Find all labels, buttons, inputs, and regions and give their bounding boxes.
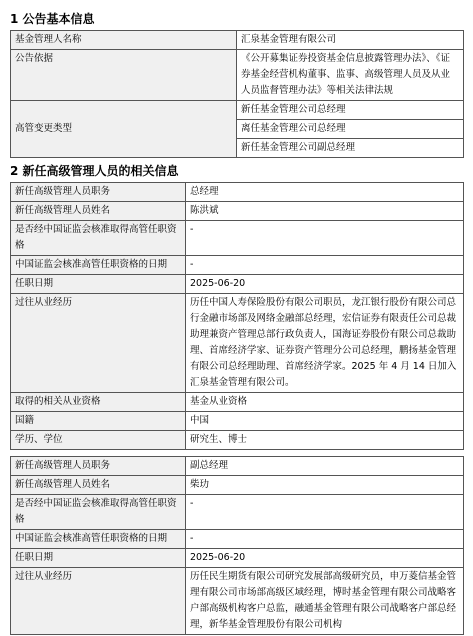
row-label: 新任高级管理人员姓名 (11, 202, 186, 221)
row-value: - (186, 221, 464, 256)
table-row (11, 101, 464, 120)
table-row (11, 431, 464, 450)
row-label: 中国证监会核准高管任职资格的日期 (11, 256, 186, 275)
table-row (11, 530, 464, 549)
change-type-value: 新任基金管理公司副总经理 (237, 139, 464, 158)
row-label: 新任高级管理人员职务 (11, 457, 186, 476)
new-executive-table-1 (10, 182, 464, 450)
change-type-value: 新任基金管理公司总经理 (237, 101, 464, 120)
table-row (11, 275, 464, 294)
row-value: 2025-06-20 (186, 275, 464, 294)
table-row (11, 549, 464, 568)
table-row (11, 202, 464, 221)
table-row (11, 412, 464, 431)
table-row (11, 256, 464, 275)
row-label: 过往从业经历 (11, 568, 186, 635)
row-value: 历任中国人寿保险股份有限公司职员，龙江银行股份有限公司总行金融市场部及网络金融部总经理，宏信证券有限责任公司总裁助理兼资产管理总部行政负责人，国海证券股份有限公司总裁助理、首席经济学家、证券资产管理分公司总经理，鹏扬基金管理有限公司总经理助理、首席经济学家。2025 年 4 月 14 日加入汇泉基金管理有限公司。 (186, 294, 464, 393)
table-row (11, 568, 464, 635)
row-label: 国籍 (11, 412, 186, 431)
table-row (11, 183, 464, 202)
table-row (11, 221, 464, 256)
table-row (11, 457, 464, 476)
announcement-info-table (10, 30, 464, 158)
change-type-value: 离任基金管理公司总经理 (237, 120, 464, 139)
row-label: 任职日期 (11, 549, 186, 568)
row-label: 高管变更类型 (11, 101, 237, 158)
row-value: 2025-06-20 (186, 549, 464, 568)
table-row (11, 31, 464, 50)
row-value: 总经理 (186, 183, 464, 202)
row-label: 公告依据 (11, 50, 237, 101)
row-value: 历任民生期货有限公司研究发展部高级研究员，申万菱信基金管理有限公司市场部高级区域经理，博时基金管理有限公司战略客户部高级机构客户总监，融通基金管理有限公司战略客户部总经理，新华基金管理股份有限公司机构 (186, 568, 464, 635)
table-row (11, 50, 464, 101)
row-label: 中国证监会核准高管任职资格的日期 (11, 530, 186, 549)
new-executive-table-2 (10, 456, 464, 635)
table-row (11, 393, 464, 412)
row-label: 取得的相关从业资格 (11, 393, 186, 412)
row-value: 研究生、博士 (186, 431, 464, 450)
row-value: 汇泉基金管理有限公司 (237, 31, 464, 50)
row-value: 《公开募集证券投资基金信息披露管理办法》、《证券基金经营机构董事、监事、高级管理人员及从业人员监督管理办法》等相关法律法规 (237, 50, 464, 101)
row-value: - (186, 495, 464, 530)
row-value: - (186, 530, 464, 549)
row-label: 新任高级管理人员姓名 (11, 476, 186, 495)
row-value: 柴玏 (186, 476, 464, 495)
row-label: 过往从业经历 (11, 294, 186, 393)
section-2-title: 2 新任高级管理人员的相关信息 (10, 164, 179, 178)
row-label: 是否经中国证监会核准取得高管任职资格 (11, 221, 186, 256)
row-label: 新任高级管理人员职务 (11, 183, 186, 202)
row-label: 基金管理人名称 (11, 31, 237, 50)
row-value: 副总经理 (186, 457, 464, 476)
row-value: 中国 (186, 412, 464, 431)
row-value: - (186, 256, 464, 275)
row-label: 学历、学位 (11, 431, 186, 450)
table-row (11, 294, 464, 393)
section-1-title: 1 公告基本信息 (10, 12, 95, 26)
table-row (11, 495, 464, 530)
row-value: 基金从业资格 (186, 393, 464, 412)
row-label: 任职日期 (11, 275, 186, 294)
table-row (11, 476, 464, 495)
row-value: 陈洪斌 (186, 202, 464, 221)
row-label: 是否经中国证监会核准取得高管任职资格 (11, 495, 186, 530)
